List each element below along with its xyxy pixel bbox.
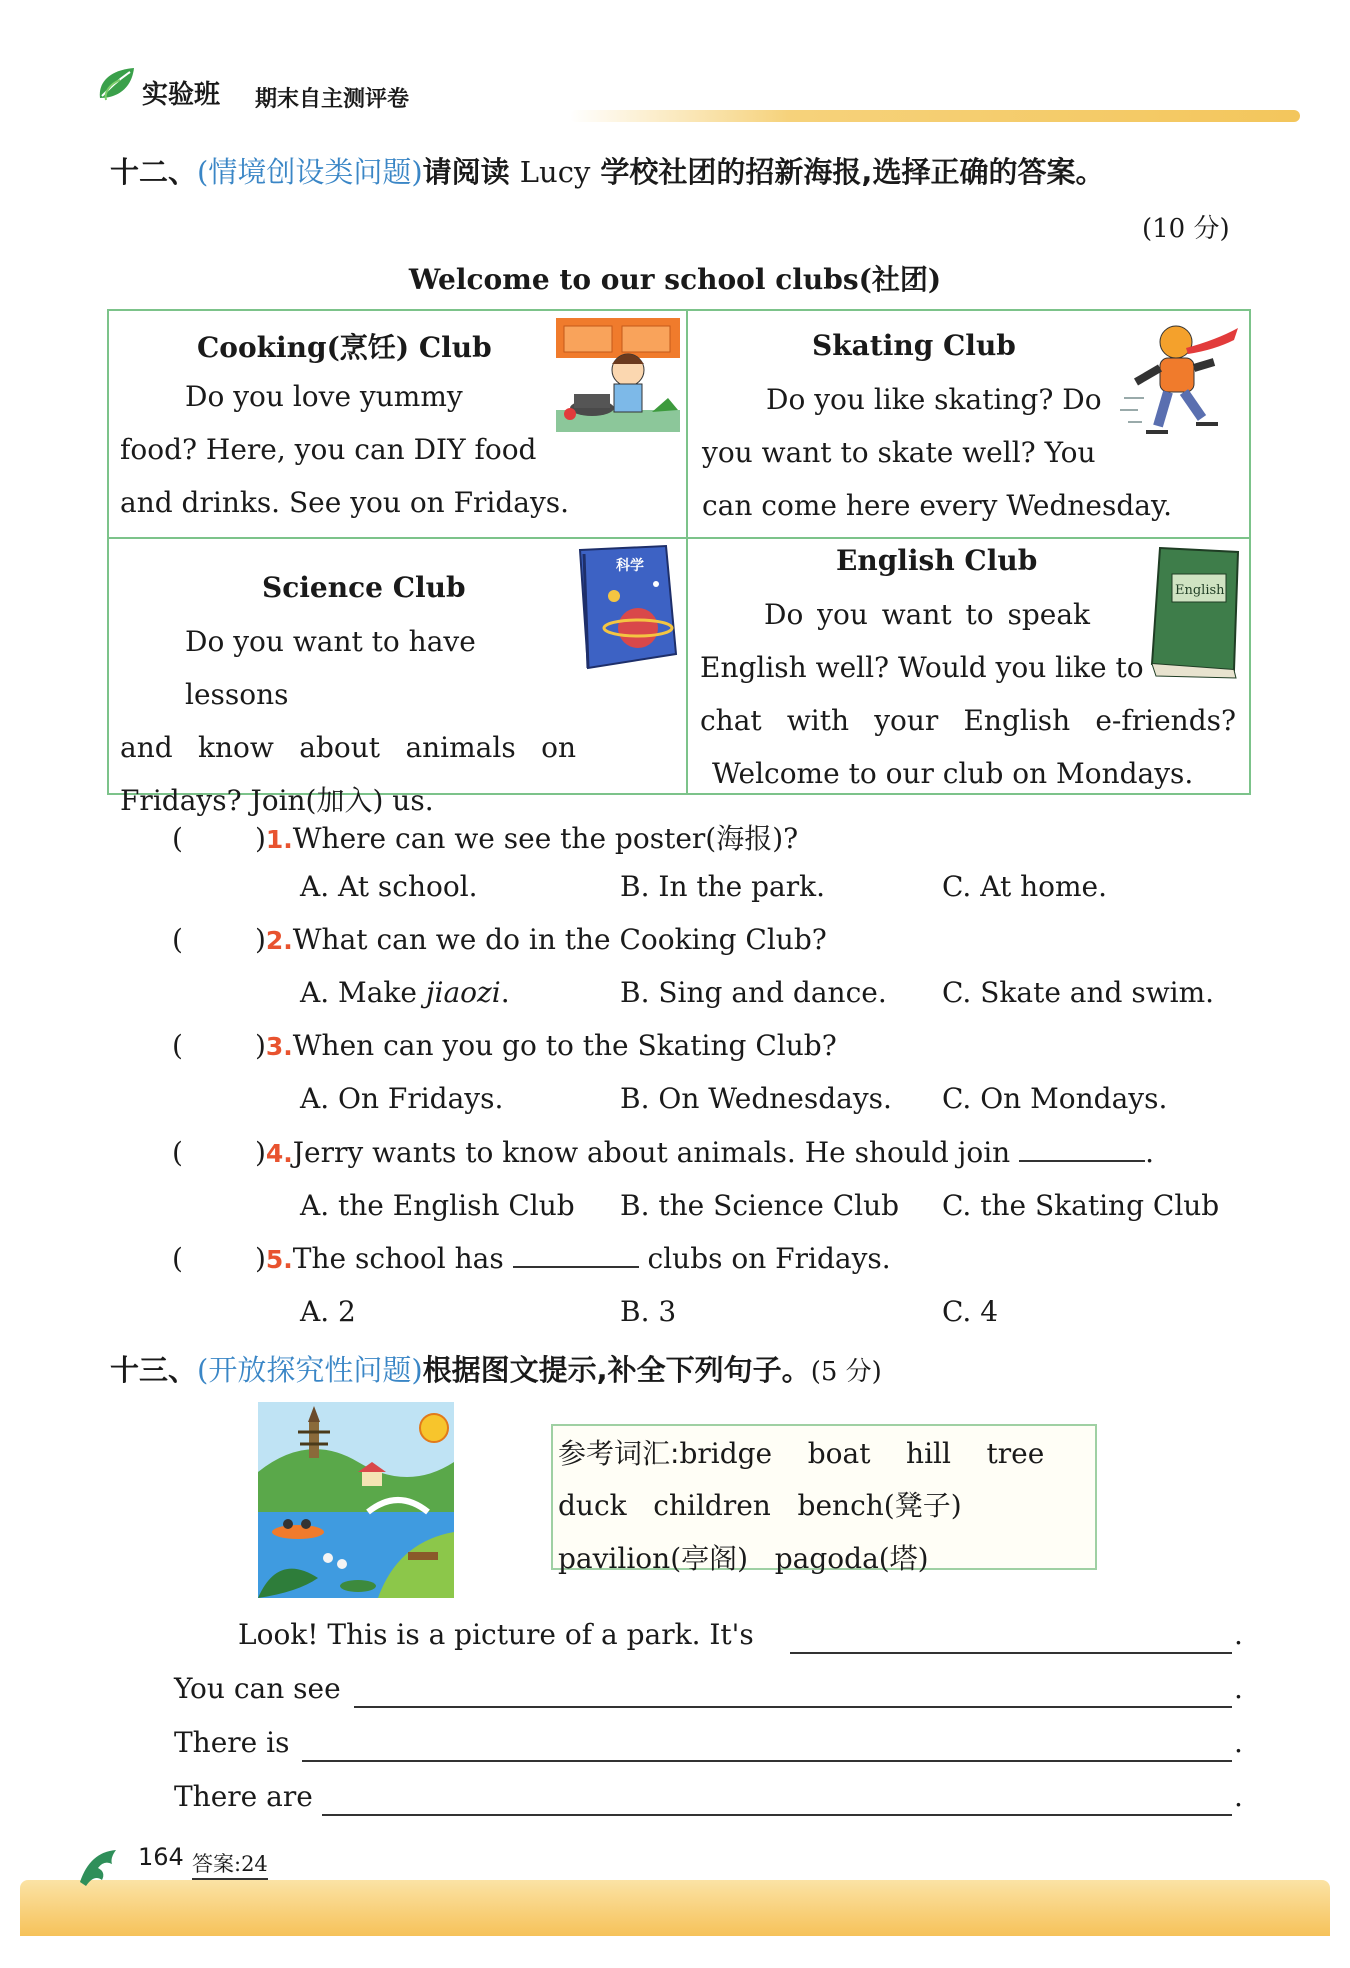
option-4c[interactable]: C. the Skating Club	[942, 1189, 1220, 1222]
header-subtitle: 期末自主测评卷	[255, 87, 410, 112]
english-club-title: English Club	[836, 544, 1038, 577]
cooking-club-text: Do you love yummy food? Here, you can DIY food and drinks. See you on Fridays.	[120, 380, 570, 519]
sentence-2-prefix: You can see	[174, 1672, 341, 1705]
science-book-illustration	[570, 544, 682, 672]
sentence-3-end: .	[1234, 1726, 1243, 1759]
vocab-line-1: 参考词汇:bridge boat hill tree	[558, 1437, 1045, 1470]
option-3a[interactable]: A. On Fridays.	[300, 1082, 504, 1115]
option-2c[interactable]: C. Skate and swim.	[942, 976, 1215, 1009]
poster-divider-horizontal	[109, 537, 1249, 539]
english-book-label: English	[1175, 583, 1225, 598]
question-4: ( )4.Jerry wants to know about animals. He should join .	[172, 1136, 1155, 1169]
section-12-title: 十二、(情境创设类问题)请阅读 Lucy 学校社团的招新海报,选择正确的答案。	[110, 155, 1105, 189]
skating-club-title: Skating Club	[812, 329, 1016, 362]
option-3c[interactable]: C. On Mondays.	[942, 1082, 1168, 1115]
sentence-1-prefix: Look! This is a picture of a park. It's	[238, 1618, 754, 1651]
option-2b[interactable]: B. Sing and dance.	[620, 976, 887, 1009]
sentence-4-end: .	[1234, 1780, 1243, 1813]
fill-blank-5[interactable]	[513, 1266, 639, 1268]
answer-reference: 答案:24	[192, 1848, 268, 1880]
park-illustration	[258, 1402, 454, 1598]
option-4b[interactable]: B. the Science Club	[620, 1189, 900, 1222]
science-club-text: Do you want to have lessons and know about animals on Fridays? Join(加入) us.	[120, 625, 576, 817]
question-1: ( )1.Where can we see the poster(海报)?	[172, 822, 799, 855]
write-line-1[interactable]	[790, 1652, 1232, 1654]
science-club-title: Science Club	[262, 571, 466, 604]
option-5c[interactable]: C. 4	[942, 1295, 999, 1328]
section-12-points: (10 分)	[1142, 214, 1230, 244]
cooking-boy-illustration	[552, 314, 684, 436]
option-2a[interactable]: A. Make jiaozi.	[300, 976, 510, 1009]
write-line-4[interactable]	[322, 1814, 1232, 1816]
leaf-logo-icon	[96, 66, 138, 102]
sentence-2-end: .	[1234, 1672, 1243, 1705]
poster-title: Welcome to our school clubs(社团)	[408, 263, 942, 296]
skater-illustration	[1118, 318, 1246, 450]
option-1a[interactable]: A. At school.	[300, 870, 478, 903]
option-3b[interactable]: B. On Wednesdays.	[620, 1082, 892, 1115]
science-book-label: 科学	[616, 558, 644, 574]
question-3: ( )3.When can you go to the Skating Club?	[172, 1029, 837, 1062]
option-4a[interactable]: A. the English Club	[300, 1189, 575, 1222]
cooking-club-title: Cooking(烹饪) Club	[197, 331, 492, 364]
dolphin-icon	[76, 1846, 124, 1888]
write-line-2[interactable]	[354, 1706, 1232, 1708]
footer-decorative-band	[20, 1880, 1330, 1936]
skating-club-text: Do you like skating? Do you want to skate well? You can come here every Wednesday.	[702, 383, 1172, 522]
question-2: ( )2.What can we do in the Cooking Club?	[172, 923, 827, 956]
brand-title: 实验班	[142, 80, 221, 110]
vocab-line-2: duck children bench(凳子)	[558, 1489, 962, 1522]
page-number: 164	[138, 1843, 184, 1871]
section-13-tag: (开放探究性问题)	[197, 1353, 423, 1387]
fill-blank-4[interactable]	[1019, 1160, 1145, 1162]
poster-divider-vertical	[686, 311, 688, 793]
english-club-text: Do you want to speak English well? Would you like to chat with your English e-friends? Welcome to our club on Mondays.	[700, 598, 1236, 790]
section-13-title: 十三、(开放探究性问题)根据图文提示,补全下列句子。(5 分)	[110, 1353, 882, 1387]
option-5b[interactable]: B. 3	[620, 1295, 677, 1328]
vocab-line-3: pavilion(亭阁) pagoda(塔)	[558, 1542, 929, 1575]
section-12-tag: (情境创设类问题)	[197, 155, 423, 189]
option-5a[interactable]: A. 2	[300, 1295, 356, 1328]
sentence-4-prefix: There are	[174, 1780, 313, 1813]
sentence-1-end: .	[1234, 1618, 1243, 1651]
option-1c[interactable]: C. At home.	[942, 870, 1108, 903]
sentence-3-prefix: There is	[174, 1726, 290, 1759]
question-5: ( )5.The school has clubs on Fridays.	[172, 1242, 891, 1275]
write-line-3[interactable]	[302, 1760, 1232, 1762]
english-book-illustration	[1146, 544, 1248, 680]
option-1b[interactable]: B. In the park.	[620, 870, 825, 903]
header-decorative-band	[570, 110, 1300, 122]
